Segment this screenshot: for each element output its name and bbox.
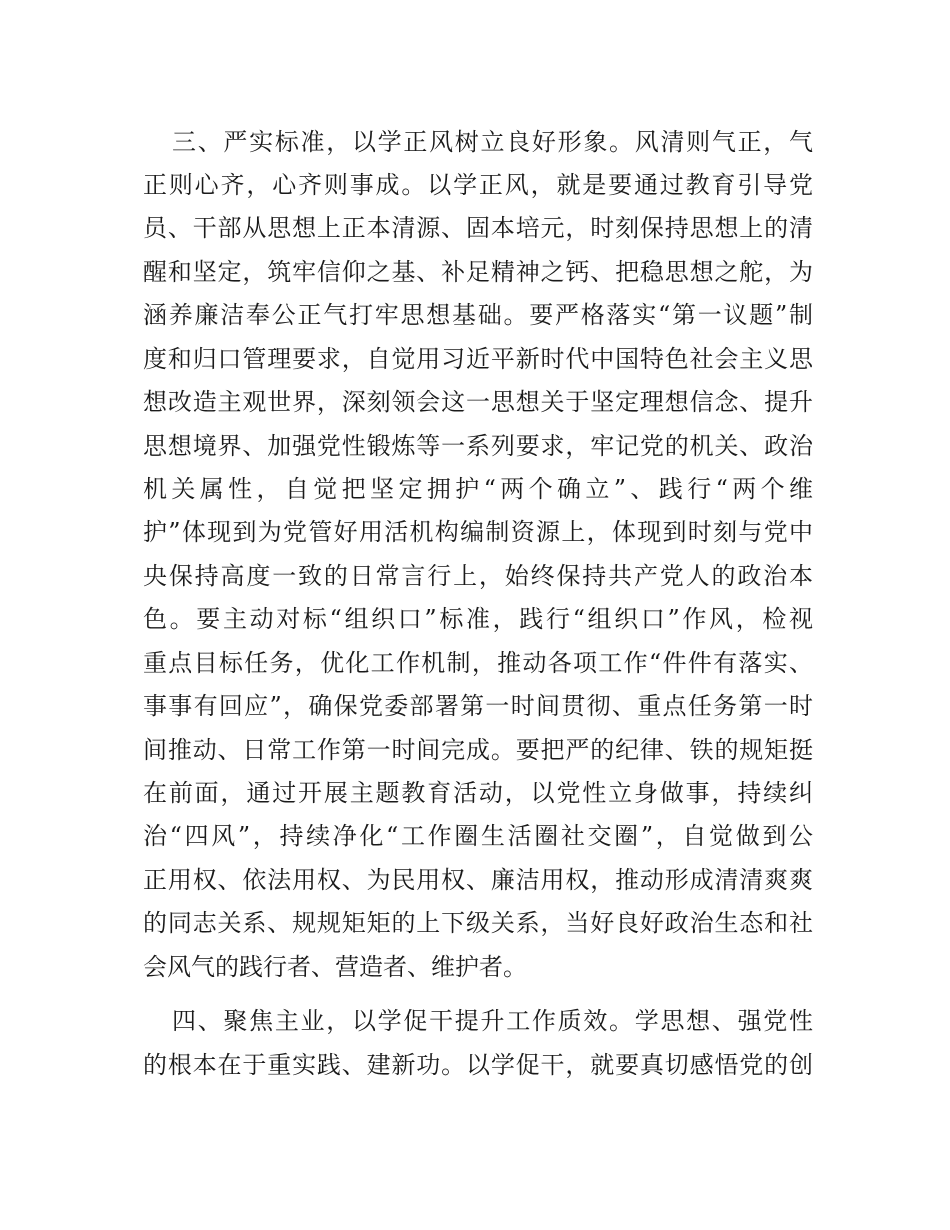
paragraph-3-line-9: 机关属性，自觉把坚定拥护“两个确立”、践行“两个维 xyxy=(143,475,813,503)
paragraph-3-line-18: 正用权、依法用权、为民用权、廉洁用权，推动形成清清爽爽 xyxy=(143,866,813,894)
paragraph-3-line-7: 想改造主观世界，深刻领会这一思想关于坚定理想信念、提升 xyxy=(143,388,813,416)
paragraph-3-line-5: 涵养廉洁奉公正气打牢思想基础。要严格落实“第一议题”制 xyxy=(143,301,813,329)
paragraph-3-line-8: 思想境界、加强党性锻炼等一系列要求，牢记党的机关、政治 xyxy=(143,432,813,460)
paragraph-3-line-13: 重点目标任务，优化工作机制，推动各项工作“件件有落实、 xyxy=(143,649,813,677)
paragraph-3-line-19: 的同志关系、规规矩矩的上下级关系，当好良好政治生态和社 xyxy=(143,909,813,937)
paragraph-3-line-3: 员、干部从思想上正本清源、固本培元，时刻保持思想上的清 xyxy=(143,214,813,242)
paragraph-3-line-15: 间推动、日常工作第一时间完成。要把严的纪律、铁的规矩挺 xyxy=(143,736,813,764)
paragraph-3-line-20: 会风气的践行者、营造者、维护者。 xyxy=(143,953,527,981)
paragraph-3-line-17: 治“四风”，持续净化“工作圈生活圈社交圈”，自觉做到公 xyxy=(143,822,813,850)
paragraph-3-line-12: 色。要主动对标“组织口”标准，践行“组织口”作风，检视 xyxy=(143,605,813,633)
paragraph-3-line-6: 度和归口管理要求，自觉用习近平新时代中国特色社会主义思 xyxy=(143,345,813,373)
paragraph-3-line-2: 正则心齐，心齐则事成。以学正风，就是要通过教育引导党 xyxy=(143,171,813,199)
paragraph-3-line-1: 三、严实标准，以学正风树立良好形象。风清则气正，气 xyxy=(172,128,813,156)
paragraph-3-line-4: 醒和坚定，筑牢信仰之基、补足精神之钙、把稳思想之舵，为 xyxy=(143,258,813,286)
paragraph-3-line-14: 事事有回应”，确保党委部署第一时间贯彻、重点任务第一时 xyxy=(143,692,813,720)
paragraph-3-line-10: 护”体现到为党管好用活机构编制资源上，体现到时刻与党中 xyxy=(143,518,813,546)
paragraph-4-line-2: 的根本在于重实践、建新功。以学促干，就要真切感悟党的创 xyxy=(143,1051,813,1079)
paragraph-4-line-1: 四、聚焦主业，以学促干提升工作质效。学思想、强党性 xyxy=(172,1007,813,1035)
paragraph-3-line-16: 在前面，通过开展主题教育活动，以党性立身做事，持续纠 xyxy=(143,779,813,807)
paragraph-3-line-11: 央保持高度一致的日常言行上，始终保持共产党人的政治本 xyxy=(143,562,813,590)
